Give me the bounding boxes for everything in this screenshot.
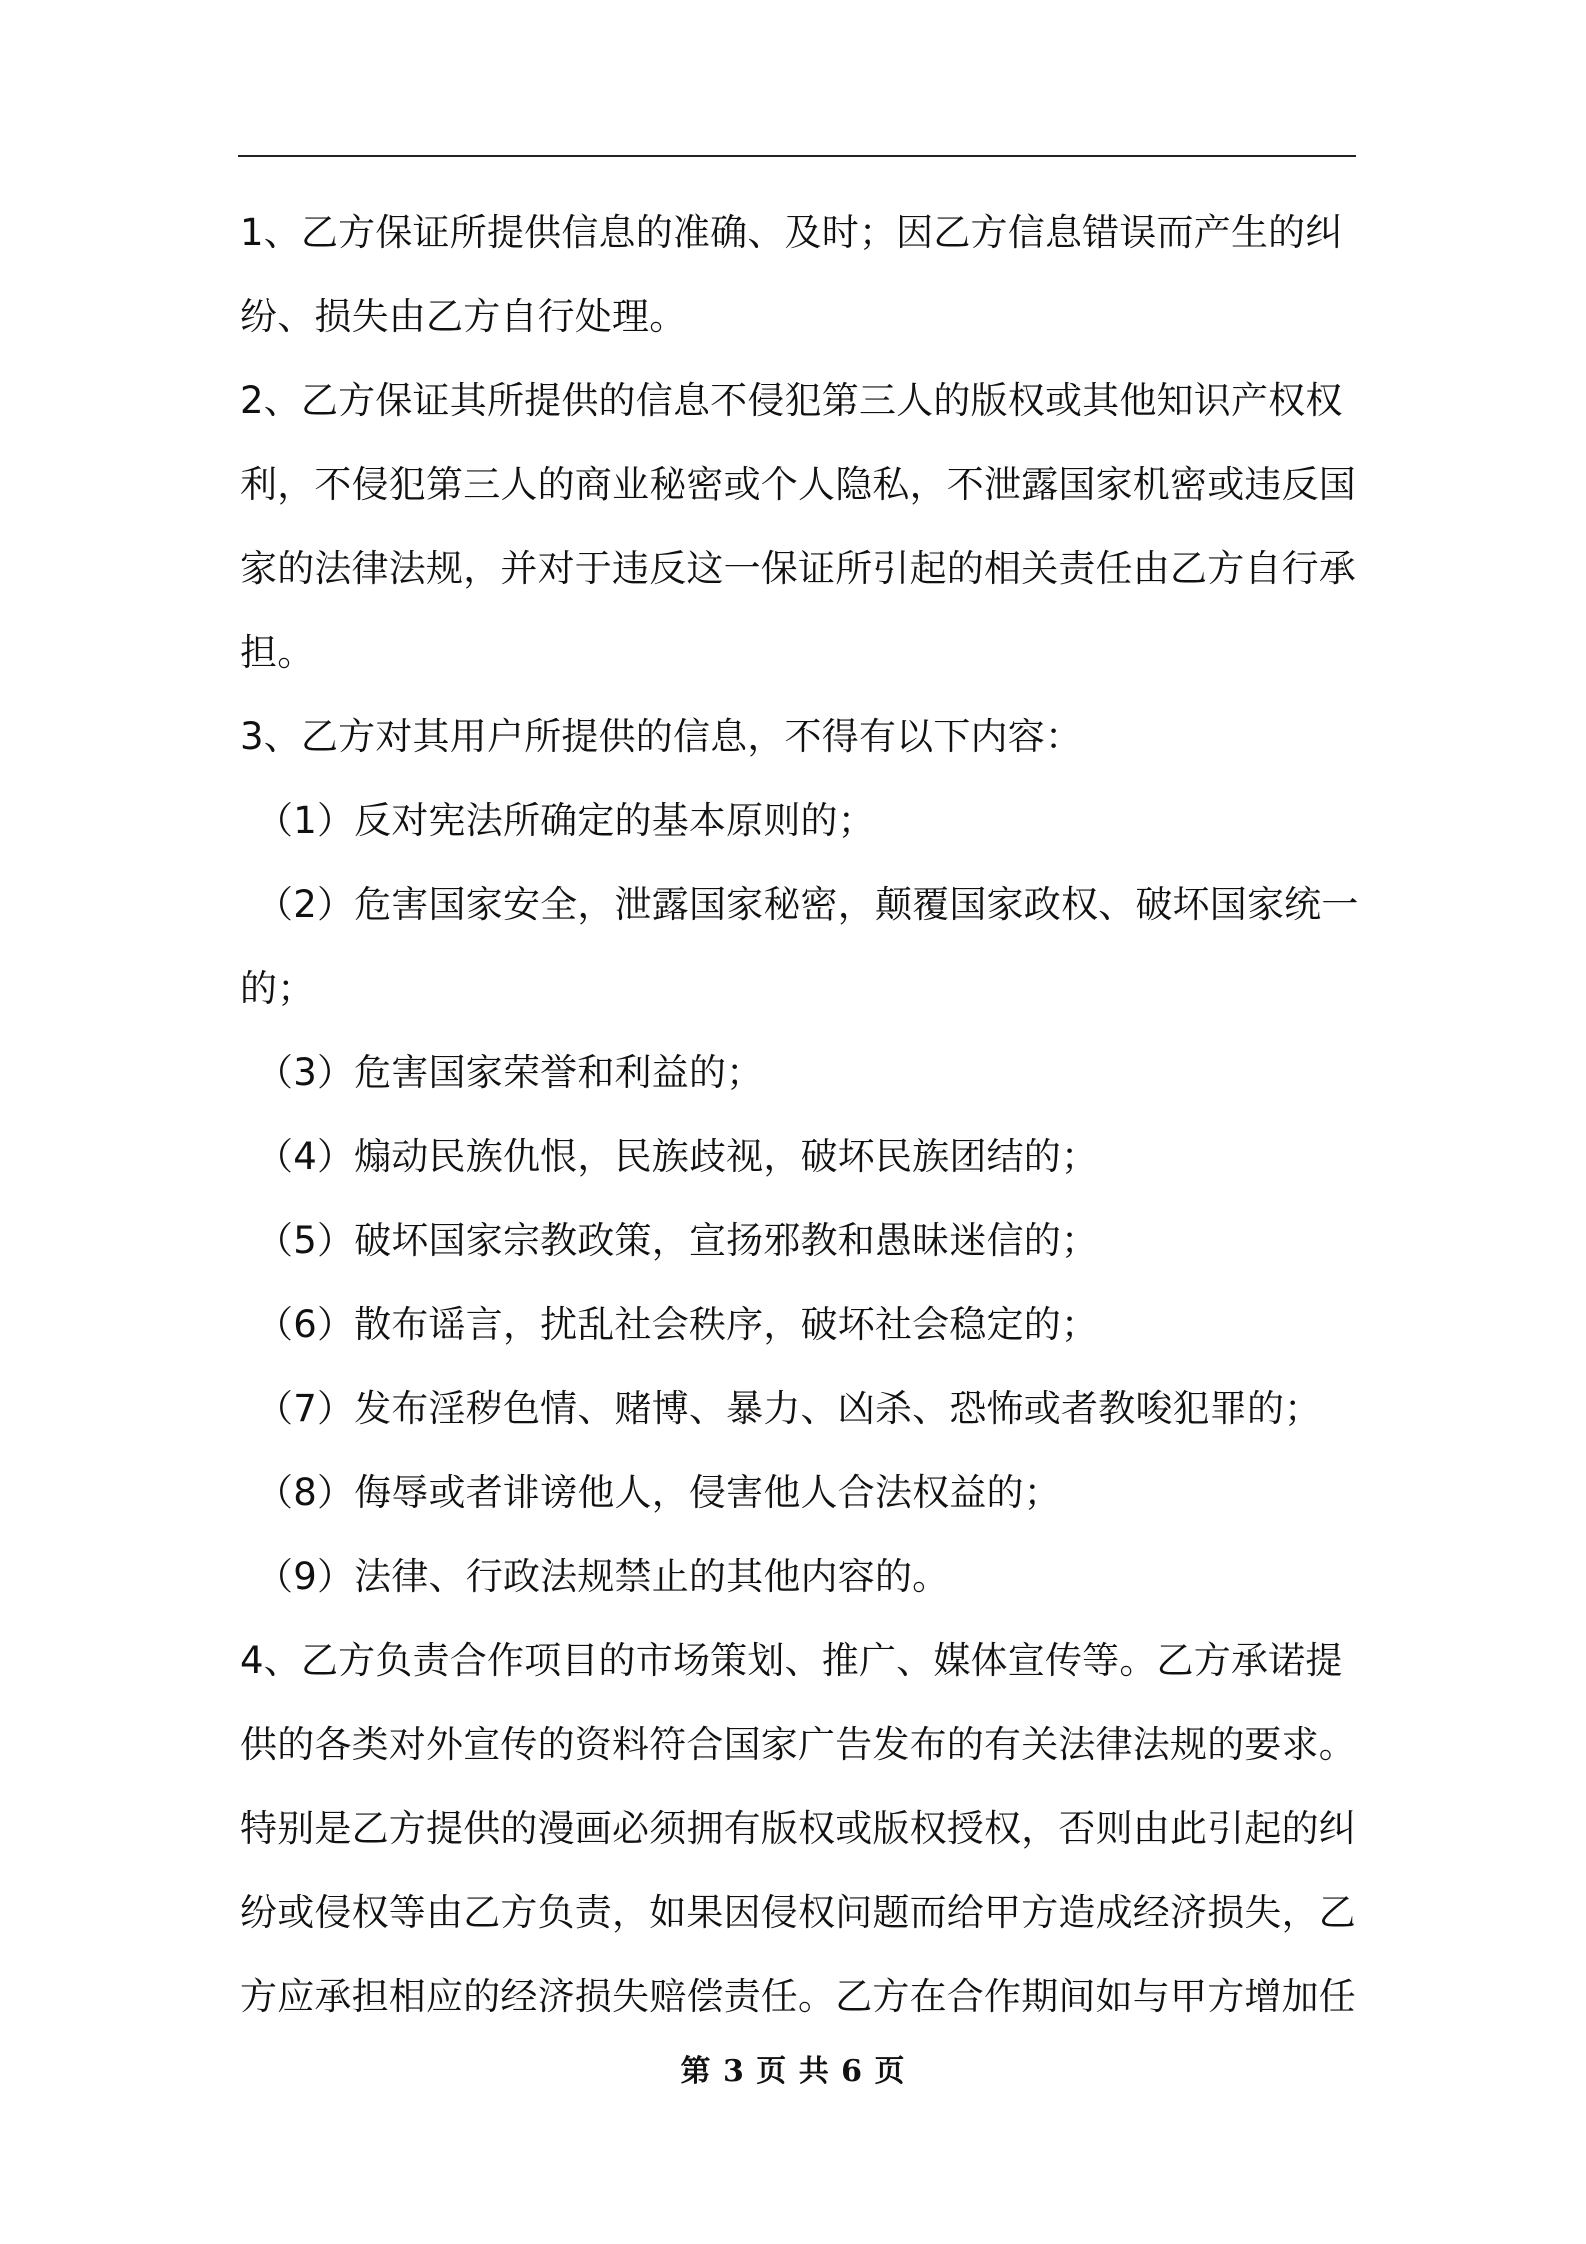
list-item: （9）法律、行政法规禁止的其他内容的。 [256,1555,950,1598]
list-item: （5）破坏国家宗教政策，宣扬邪教和愚昧迷信的； [256,1219,1099,1262]
document-body [240,191,1359,2039]
text-line: 2、乙方保证其所提供的信息不侵犯第三人的版权或其他知识产权权 [240,379,1343,422]
header-rule [238,155,1356,157]
list-item: （2）危害国家安全，泄露国家秘密，颠覆国家政权、破坏国家统一 [256,883,1359,926]
list-item: （7）发布淫秽色情、赌博、暴力、凶杀、恐怖或者教唆犯罪的； [256,1387,1322,1430]
text-line: 特别是乙方提供的漫画必须拥有版权或版权授权，否则由此引起的纠 [240,1807,1356,1850]
text-line: 纷、损失由乙方自行处理。 [240,295,687,338]
list-item: （6）散布谣言，扰乱社会秩序，破坏社会稳定的； [256,1303,1099,1346]
list-item: （3）危害国家荣誉和利益的； [256,1051,764,1094]
list-item: （8）侮辱或者诽谤他人，侵害他人合法权益的； [256,1471,1061,1514]
text-line: 4、乙方负责合作项目的市场策划、推广、媒体宣传等。乙方承诺提 [240,1639,1343,1682]
list-item: （4）煽动民族仇恨，民族歧视，破坏民族团结的； [256,1135,1099,1178]
page-number-footer: 第 3 页 共 6 页 [680,2054,906,2089]
list-item: （1）反对宪法所确定的基本原则的； [256,799,875,842]
text-line: 家的法律法规，并对于违反这一保证所引起的相关责任由乙方自行承 [240,547,1356,590]
text-line: 方应承担相应的经济损失赔偿责任。乙方在合作期间如与甲方增加任 [240,1975,1356,2018]
text-line: 利，不侵犯第三人的商业秘密或个人隐私，不泄露国家机密或违反国 [240,463,1356,506]
text-line: 3、乙方对其用户所提供的信息，不得有以下内容： [240,715,1083,758]
text-line: 纷或侵权等由乙方负责，如果因侵权问题而给甲方造成经济损失，乙 [240,1891,1356,1934]
text-line: 的； [240,967,315,1010]
text-line: 供的各类对外宣传的资料符合国家广告发布的有关法律法规的要求。 [240,1723,1356,1766]
text-line: 担。 [240,631,315,674]
text-line: 1、乙方保证所提供信息的准确、及时；因乙方信息错误而产生的纠 [240,211,1343,254]
